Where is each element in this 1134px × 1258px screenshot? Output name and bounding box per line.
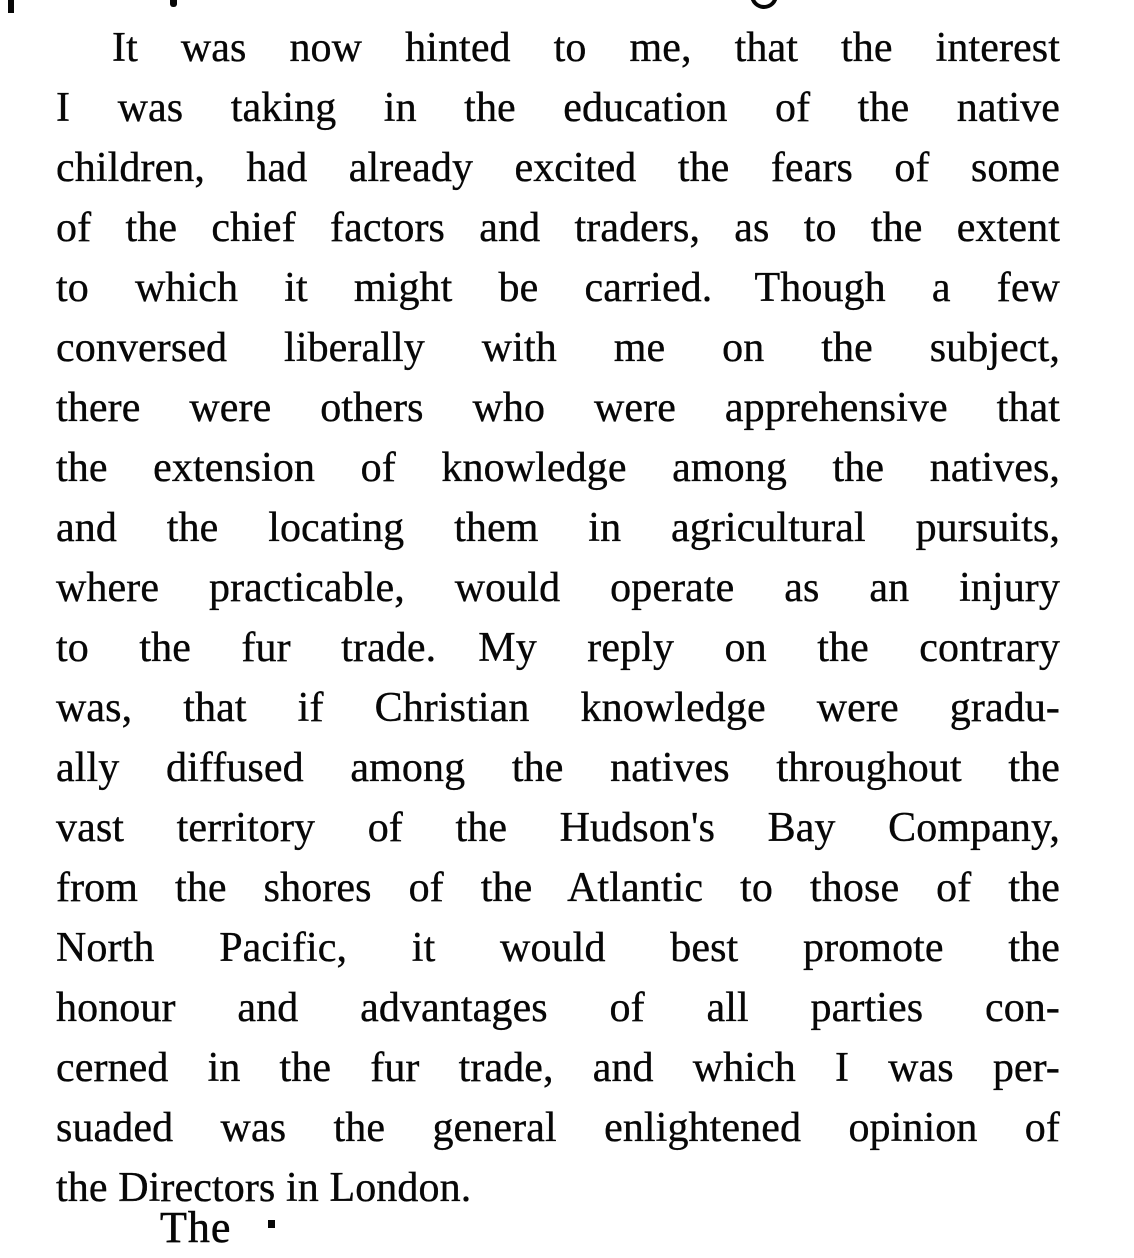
descender-fragment [8,0,14,13]
text-line: ally diffused among the natives throughout the [56,745,1060,791]
text-line: the Directors in London. [56,1165,472,1211]
ascender-fragment [268,1220,275,1228]
text-line: honour and advantages of all parties con- [56,985,1060,1031]
text-line: I was taking in the education of the native [56,85,1060,131]
text-line: cerned in the fur trade, and which I was per- [56,1045,1060,1091]
descender-fragment [170,0,177,7]
text-line: where practicable, would operate as an injury [56,565,1060,611]
descender-fragment [750,0,778,9]
text-line: from the shores of the Atlantic to those of the [56,865,1060,911]
text-line: conversed liberally with me on the subject, [56,325,1060,371]
text-line: It was now hinted to me, that the interest [112,25,1060,71]
text-line: to which it might be carried. Though a few [56,265,1060,311]
text-line: and the locating them in agricultural pursuits, [56,505,1060,551]
cropped-next-line-text: The [160,1203,232,1252]
text-line: there were others who were apprehensive that [56,385,1060,431]
text-line: to the fur trade. My reply on the contrary [56,625,1060,671]
text-line: North Pacific, it would best promote the [56,925,1060,971]
paragraph-body-text [56,18,1060,1218]
text-line: children, had already excited the fears of some [56,145,1060,191]
text-line: of the chief factors and traders, as to the extent [56,205,1060,251]
text-line: suaded was the general enlightened opinion of [56,1105,1060,1151]
text-line: was, that if Christian knowledge were gradu- [56,685,1060,731]
text-line: the extension of knowledge among the natives, [56,445,1060,491]
text-line: vast territory of the Hudson's Bay Company, [56,805,1060,851]
cropped-next-line-fragment [160,1203,560,1252]
